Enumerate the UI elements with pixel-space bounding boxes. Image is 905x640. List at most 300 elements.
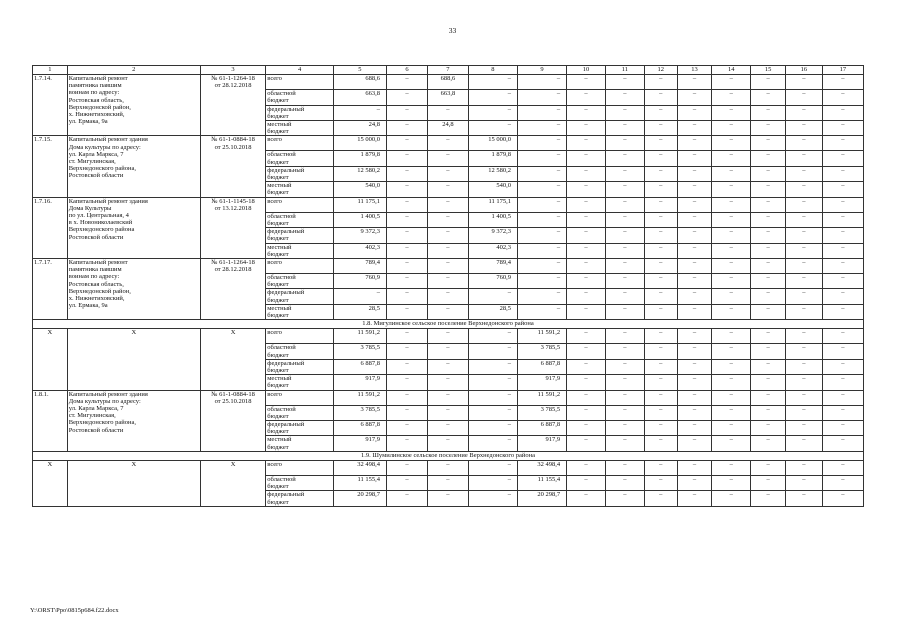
- value-col-8: –: [468, 289, 517, 304]
- value-col-17: –: [822, 90, 863, 105]
- value-col-7: 24,8: [427, 120, 468, 135]
- value-col-15: –: [751, 390, 786, 405]
- value-col-14: –: [712, 359, 751, 374]
- value-col-6: –: [387, 359, 428, 374]
- value-col-7: 688,6: [427, 75, 468, 90]
- value-col-12: –: [644, 390, 677, 405]
- value-col-12: –: [644, 151, 677, 166]
- funding-source: областной бюджет: [266, 475, 334, 490]
- value-col-8: –: [468, 491, 517, 506]
- value-col-11: –: [605, 243, 644, 258]
- value-col-8: 15 000,0: [468, 136, 517, 151]
- value-col-9: 20 298,7: [517, 491, 566, 506]
- value-col-10: –: [567, 344, 606, 359]
- value-col-11: –: [605, 136, 644, 151]
- value-col-15: –: [751, 359, 786, 374]
- value-col-7: –: [427, 304, 468, 319]
- value-col-7: –: [427, 329, 468, 344]
- value-col-14: –: [712, 405, 751, 420]
- value-col-14: –: [712, 460, 751, 475]
- value-col-11: –: [605, 491, 644, 506]
- value-col-17: –: [822, 390, 863, 405]
- value-col-8: –: [468, 460, 517, 475]
- value-col-6: –: [387, 258, 428, 273]
- value-col-17: –: [822, 421, 863, 436]
- value-col-12: –: [644, 243, 677, 258]
- value-col-17: –: [822, 274, 863, 289]
- column-number-9: 9: [517, 66, 566, 75]
- value-col-11: –: [605, 436, 644, 451]
- value-col-17: –: [822, 197, 863, 212]
- value-col-15: –: [751, 228, 786, 243]
- value-col-10: –: [567, 105, 606, 120]
- value-col-9: 6 887,8: [517, 421, 566, 436]
- value-col-5: 540,0: [333, 182, 386, 197]
- value-col-16: –: [786, 421, 823, 436]
- value-col-11: –: [605, 344, 644, 359]
- value-col-17: –: [822, 120, 863, 135]
- value-col-6: –: [387, 105, 428, 120]
- value-col-12: –: [644, 359, 677, 374]
- value-col-17: –: [822, 136, 863, 151]
- value-col-17: –: [822, 491, 863, 506]
- value-col-8: –: [468, 344, 517, 359]
- value-col-6: –: [387, 390, 428, 405]
- value-col-5: 11 591,2: [333, 390, 386, 405]
- value-col-16: –: [786, 475, 823, 490]
- value-col-17: –: [822, 289, 863, 304]
- value-col-10: –: [567, 304, 606, 319]
- value-col-8: 9 372,3: [468, 228, 517, 243]
- value-col-16: –: [786, 491, 823, 506]
- value-col-11: –: [605, 228, 644, 243]
- funding-source: областной бюджет: [266, 212, 334, 227]
- value-col-14: –: [712, 289, 751, 304]
- value-col-17: –: [822, 460, 863, 475]
- value-col-7: –: [427, 182, 468, 197]
- file-path-footer: Y:\ORST\Ppo\0815p684.f22.docx: [30, 607, 119, 614]
- value-col-12: –: [644, 212, 677, 227]
- value-col-13: –: [677, 212, 712, 227]
- value-col-15: –: [751, 375, 786, 390]
- value-col-12: –: [644, 258, 677, 273]
- value-col-5: 12 580,2: [333, 166, 386, 181]
- value-col-6: –: [387, 90, 428, 105]
- value-col-12: –: [644, 289, 677, 304]
- value-col-6: –: [387, 344, 428, 359]
- value-col-5: 9 372,3: [333, 228, 386, 243]
- value-col-12: –: [644, 228, 677, 243]
- value-col-11: –: [605, 359, 644, 374]
- value-col-15: –: [751, 136, 786, 151]
- value-col-17: –: [822, 166, 863, 181]
- value-col-6: –: [387, 375, 428, 390]
- value-col-9: –: [517, 243, 566, 258]
- value-col-15: –: [751, 197, 786, 212]
- value-col-15: –: [751, 120, 786, 135]
- value-col-12: –: [644, 304, 677, 319]
- value-col-11: –: [605, 166, 644, 181]
- column-number-2: 2: [67, 66, 200, 75]
- value-col-13: –: [677, 491, 712, 506]
- value-col-14: –: [712, 243, 751, 258]
- value-col-5: 20 298,7: [333, 491, 386, 506]
- value-col-8: –: [468, 359, 517, 374]
- value-col-13: –: [677, 405, 712, 420]
- value-col-16: –: [786, 359, 823, 374]
- item-name: Капитальный ремонт памятника павшим воинам по адресу: Ростовская область, Верхнедонской район, х. Нижнетиховский, ул. Ермака, 9а: [67, 258, 200, 319]
- value-col-8: 402,3: [468, 243, 517, 258]
- value-col-8: –: [468, 405, 517, 420]
- table-row: [33, 460, 864, 475]
- value-col-16: –: [786, 151, 823, 166]
- value-col-17: –: [822, 344, 863, 359]
- value-col-15: –: [751, 274, 786, 289]
- value-col-9: –: [517, 105, 566, 120]
- value-col-10: –: [567, 359, 606, 374]
- value-col-16: –: [786, 274, 823, 289]
- value-col-14: –: [712, 105, 751, 120]
- value-col-5: 663,8: [333, 90, 386, 105]
- value-col-5: 1 400,5: [333, 212, 386, 227]
- value-col-14: –: [712, 90, 751, 105]
- value-col-15: –: [751, 166, 786, 181]
- item-document: № 61-1-1264-18 от 28.12.2018: [200, 75, 265, 136]
- value-col-17: –: [822, 182, 863, 197]
- value-col-16: –: [786, 105, 823, 120]
- value-col-13: –: [677, 197, 712, 212]
- value-col-12: –: [644, 166, 677, 181]
- value-col-17: –: [822, 405, 863, 420]
- section-title: 1.8. Мигулинское сельское поселение Верхнедонского района: [33, 320, 864, 329]
- value-col-16: –: [786, 390, 823, 405]
- value-col-8: 28,5: [468, 304, 517, 319]
- value-col-13: –: [677, 289, 712, 304]
- value-col-9: –: [517, 274, 566, 289]
- column-number-4: 4: [266, 66, 334, 75]
- item-name: Капитальный ремонт здания Дома культуры по адресу: ул. Карла Маркса, 7 ст. Мигулинская, Верхнедонского района, Ростовской области: [67, 136, 200, 197]
- item-number: 1.7.17.: [33, 258, 68, 319]
- value-col-8: 11 175,1: [468, 197, 517, 212]
- value-col-16: –: [786, 405, 823, 420]
- value-col-13: –: [677, 436, 712, 451]
- funding-source: областной бюджет: [266, 151, 334, 166]
- value-col-5: 11 155,4: [333, 475, 386, 490]
- value-col-14: –: [712, 375, 751, 390]
- section-header-row: [33, 320, 864, 329]
- item-number: 1.8.1.: [33, 390, 68, 451]
- value-col-10: –: [567, 329, 606, 344]
- value-col-10: –: [567, 436, 606, 451]
- item-document: № 61-1-1145-18 от 13.12.2018: [200, 197, 265, 258]
- value-col-13: –: [677, 390, 712, 405]
- value-col-14: –: [712, 436, 751, 451]
- value-col-12: –: [644, 405, 677, 420]
- column-number-13: 13: [677, 66, 712, 75]
- value-col-13: –: [677, 136, 712, 151]
- value-col-6: –: [387, 421, 428, 436]
- value-col-16: –: [786, 243, 823, 258]
- funding-source: местный бюджет: [266, 182, 334, 197]
- value-col-14: –: [712, 166, 751, 181]
- value-col-7: 663,8: [427, 90, 468, 105]
- funding-source: областной бюджет: [266, 344, 334, 359]
- value-col-16: –: [786, 344, 823, 359]
- funding-source: областной бюджет: [266, 274, 334, 289]
- value-col-15: –: [751, 491, 786, 506]
- funding-source: местный бюджет: [266, 243, 334, 258]
- column-number-1: 1: [33, 66, 68, 75]
- value-col-16: –: [786, 460, 823, 475]
- value-col-16: –: [786, 136, 823, 151]
- value-col-13: –: [677, 421, 712, 436]
- value-col-13: –: [677, 304, 712, 319]
- value-col-8: –: [468, 105, 517, 120]
- value-col-13: –: [677, 182, 712, 197]
- value-col-9: –: [517, 136, 566, 151]
- funding-source: областной бюджет: [266, 90, 334, 105]
- value-col-12: –: [644, 344, 677, 359]
- value-col-17: –: [822, 228, 863, 243]
- value-col-6: –: [387, 136, 428, 151]
- value-col-15: –: [751, 289, 786, 304]
- value-col-14: –: [712, 151, 751, 166]
- value-col-6: –: [387, 212, 428, 227]
- column-number-8: 8: [468, 66, 517, 75]
- value-col-13: –: [677, 344, 712, 359]
- item-name: Капитальный ремонт памятника павшим воинам по адресу: Ростовская область, Верхнедонской район, х. Нижнетиховский, ул. Ермака, 9а: [67, 75, 200, 136]
- value-col-15: –: [751, 304, 786, 319]
- item-document: Х: [200, 460, 265, 506]
- value-col-10: –: [567, 212, 606, 227]
- value-col-9: –: [517, 212, 566, 227]
- value-col-12: –: [644, 329, 677, 344]
- value-col-15: –: [751, 212, 786, 227]
- value-col-8: –: [468, 475, 517, 490]
- value-col-13: –: [677, 105, 712, 120]
- value-col-10: –: [567, 405, 606, 420]
- value-col-9: –: [517, 228, 566, 243]
- value-col-9: –: [517, 166, 566, 181]
- item-number: 1.7.15.: [33, 136, 68, 197]
- item-name: Капитальный ремонт здания Дома культуры по адресу: ул. Карла Маркса, 7 ст. Мигулинская, Верхнедонского района, Ростовской области: [67, 390, 200, 451]
- value-col-16: –: [786, 304, 823, 319]
- value-col-13: –: [677, 228, 712, 243]
- funding-source: всего: [266, 460, 334, 475]
- value-col-9: –: [517, 75, 566, 90]
- value-col-14: –: [712, 329, 751, 344]
- value-col-16: –: [786, 228, 823, 243]
- value-col-14: –: [712, 491, 751, 506]
- value-col-8: –: [468, 120, 517, 135]
- value-col-14: –: [712, 344, 751, 359]
- value-col-11: –: [605, 304, 644, 319]
- value-col-10: –: [567, 258, 606, 273]
- value-col-11: –: [605, 274, 644, 289]
- value-col-9: 6 887,8: [517, 359, 566, 374]
- section-title: 1.9. Шумилинское сельское поселение Верхнедонского района: [33, 451, 864, 460]
- value-col-8: 540,0: [468, 182, 517, 197]
- value-col-6: –: [387, 166, 428, 181]
- value-col-5: 32 498,4: [333, 460, 386, 475]
- funding-source: всего: [266, 258, 334, 273]
- value-col-10: –: [567, 491, 606, 506]
- value-col-8: 789,4: [468, 258, 517, 273]
- value-col-10: –: [567, 197, 606, 212]
- funding-source: всего: [266, 136, 334, 151]
- value-col-13: –: [677, 75, 712, 90]
- value-col-7: –: [427, 359, 468, 374]
- value-col-15: –: [751, 258, 786, 273]
- value-col-17: –: [822, 151, 863, 166]
- value-col-17: –: [822, 304, 863, 319]
- value-col-9: 917,9: [517, 375, 566, 390]
- funding-source: местный бюджет: [266, 375, 334, 390]
- value-col-9: 11 591,2: [517, 329, 566, 344]
- value-col-6: –: [387, 289, 428, 304]
- value-col-11: –: [605, 182, 644, 197]
- column-number-12: 12: [644, 66, 677, 75]
- value-col-17: –: [822, 359, 863, 374]
- value-col-11: –: [605, 120, 644, 135]
- value-col-5: 3 785,5: [333, 405, 386, 420]
- value-col-15: –: [751, 151, 786, 166]
- column-number-10: 10: [567, 66, 606, 75]
- value-col-14: –: [712, 390, 751, 405]
- value-col-5: 917,9: [333, 436, 386, 451]
- value-col-14: –: [712, 304, 751, 319]
- value-col-13: –: [677, 258, 712, 273]
- value-col-17: –: [822, 75, 863, 90]
- value-col-7: –: [427, 460, 468, 475]
- value-col-15: –: [751, 90, 786, 105]
- value-col-13: –: [677, 90, 712, 105]
- value-col-7: –: [427, 212, 468, 227]
- value-col-6: –: [387, 274, 428, 289]
- value-col-9: 32 498,4: [517, 460, 566, 475]
- item-document: № 61-1-0884-18 от 25.10.2018: [200, 390, 265, 451]
- value-col-7: –: [427, 166, 468, 181]
- value-col-11: –: [605, 212, 644, 227]
- funding-source: всего: [266, 197, 334, 212]
- funding-source: федеральный бюджет: [266, 421, 334, 436]
- value-col-10: –: [567, 243, 606, 258]
- value-col-13: –: [677, 375, 712, 390]
- column-number-3: 3: [200, 66, 265, 75]
- value-col-5: 6 887,8: [333, 421, 386, 436]
- value-col-11: –: [605, 197, 644, 212]
- value-col-15: –: [751, 243, 786, 258]
- value-col-17: –: [822, 243, 863, 258]
- value-col-5: 789,4: [333, 258, 386, 273]
- item-document: № 61-1-1264-18 от 28.12.2018: [200, 258, 265, 319]
- value-col-8: –: [468, 421, 517, 436]
- value-col-11: –: [605, 151, 644, 166]
- value-col-12: –: [644, 197, 677, 212]
- value-col-10: –: [567, 390, 606, 405]
- value-col-7: –: [427, 491, 468, 506]
- page-number: 33: [448, 26, 457, 35]
- value-col-11: –: [605, 475, 644, 490]
- value-col-16: –: [786, 120, 823, 135]
- value-col-8: –: [468, 436, 517, 451]
- value-col-9: 917,9: [517, 436, 566, 451]
- column-number-16: 16: [786, 66, 823, 75]
- value-col-9: 3 785,5: [517, 405, 566, 420]
- column-number-6: 6: [387, 66, 428, 75]
- table-row: [33, 390, 864, 405]
- column-number-14: 14: [712, 66, 751, 75]
- value-col-9: –: [517, 258, 566, 273]
- value-col-17: –: [822, 475, 863, 490]
- value-col-16: –: [786, 258, 823, 273]
- value-col-6: –: [387, 120, 428, 135]
- funding-source: всего: [266, 390, 334, 405]
- value-col-7: –: [427, 243, 468, 258]
- value-col-9: –: [517, 151, 566, 166]
- table-row: [33, 258, 864, 273]
- value-col-7: –: [427, 405, 468, 420]
- value-col-13: –: [677, 274, 712, 289]
- value-col-13: –: [677, 120, 712, 135]
- value-col-13: –: [677, 475, 712, 490]
- value-col-9: –: [517, 289, 566, 304]
- value-col-7: –: [427, 151, 468, 166]
- item-name: Х: [67, 329, 200, 390]
- value-col-5: 3 785,5: [333, 344, 386, 359]
- value-col-10: –: [567, 182, 606, 197]
- value-col-16: –: [786, 166, 823, 181]
- value-col-11: –: [605, 289, 644, 304]
- column-number-17: 17: [822, 66, 863, 75]
- value-col-10: –: [567, 136, 606, 151]
- value-col-8: –: [468, 375, 517, 390]
- item-number: 1.7.16.: [33, 197, 68, 258]
- table-row: [33, 136, 864, 151]
- value-col-14: –: [712, 212, 751, 227]
- funding-source: местный бюджет: [266, 436, 334, 451]
- value-col-10: –: [567, 166, 606, 181]
- value-col-16: –: [786, 436, 823, 451]
- value-col-14: –: [712, 197, 751, 212]
- value-col-9: –: [517, 304, 566, 319]
- value-col-12: –: [644, 136, 677, 151]
- value-col-6: –: [387, 182, 428, 197]
- value-col-7: –: [427, 136, 468, 151]
- value-col-14: –: [712, 182, 751, 197]
- value-col-5: 402,3: [333, 243, 386, 258]
- value-col-9: 3 785,5: [517, 344, 566, 359]
- column-number-11: 11: [605, 66, 644, 75]
- value-col-15: –: [751, 436, 786, 451]
- value-col-15: –: [751, 344, 786, 359]
- financing-table: [32, 65, 864, 507]
- column-number-row: [33, 66, 864, 75]
- column-number-5: 5: [333, 66, 386, 75]
- value-col-6: –: [387, 329, 428, 344]
- column-number-7: 7: [427, 66, 468, 75]
- value-col-7: –: [427, 475, 468, 490]
- value-col-5: –: [333, 289, 386, 304]
- value-col-6: –: [387, 460, 428, 475]
- value-col-14: –: [712, 475, 751, 490]
- value-col-5: 11 591,2: [333, 329, 386, 344]
- value-col-7: –: [427, 436, 468, 451]
- value-col-10: –: [567, 375, 606, 390]
- value-col-16: –: [786, 197, 823, 212]
- value-col-8: 760,9: [468, 274, 517, 289]
- value-col-10: –: [567, 421, 606, 436]
